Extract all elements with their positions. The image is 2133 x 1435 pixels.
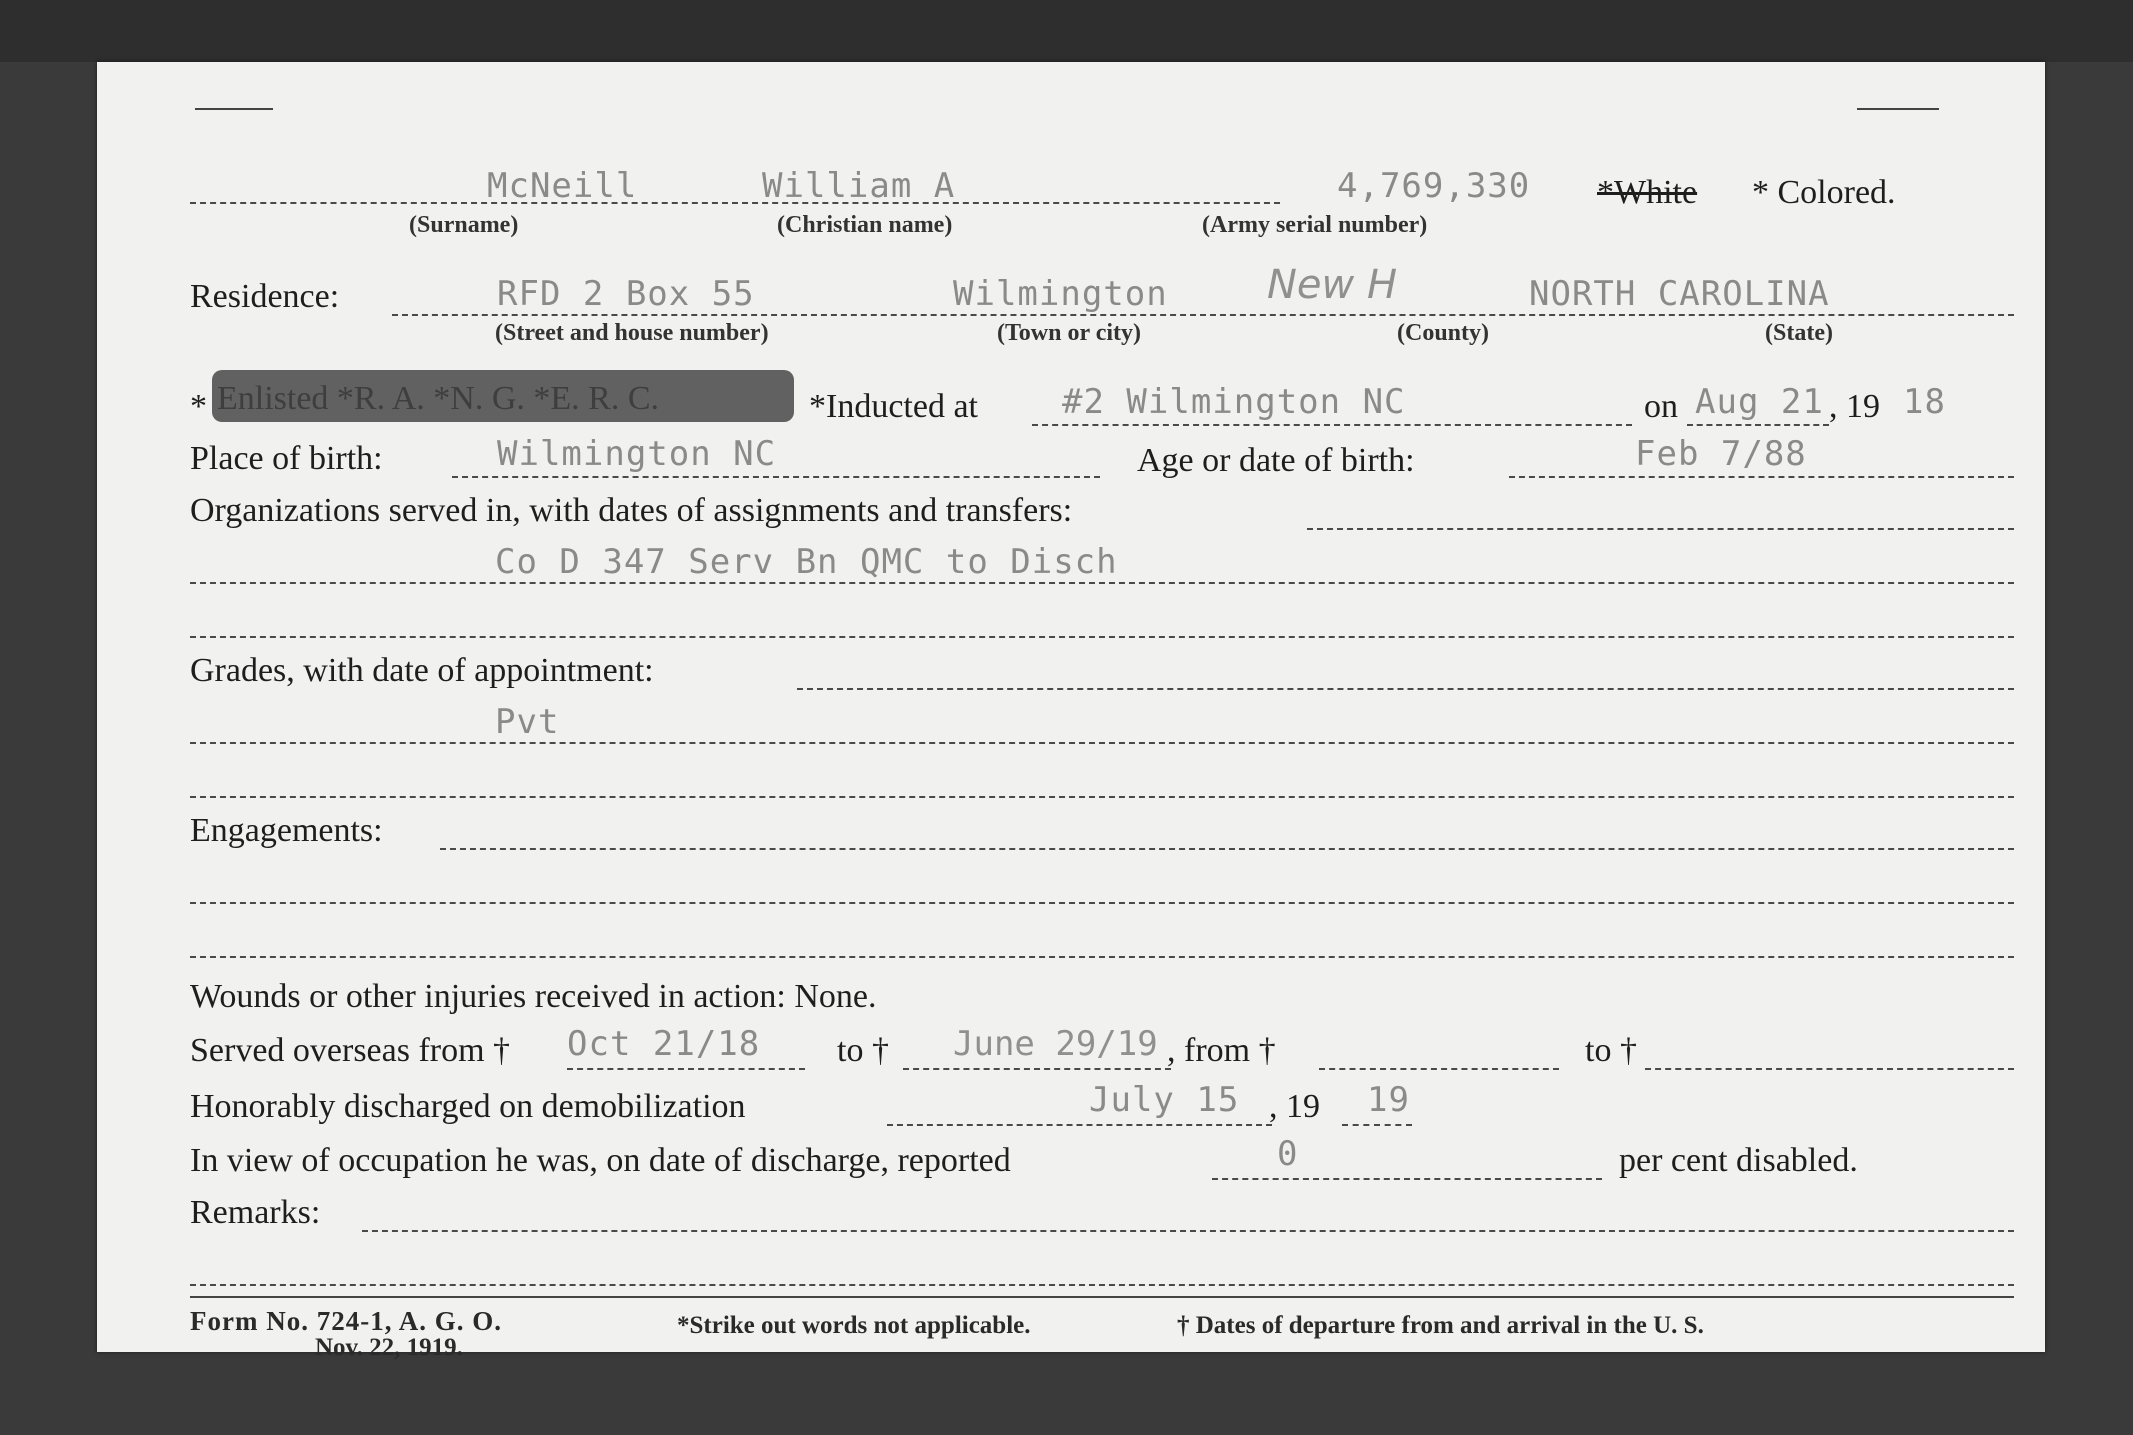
caption-surname: (Surname)	[409, 212, 519, 238]
strike-note: *Strike out words not applicable.	[677, 1312, 1031, 1339]
discharge-year-value: 19	[1367, 1080, 1410, 1120]
remarks-line-1	[362, 1230, 2014, 1232]
overseas-from-value: Oct 21/18	[567, 1024, 761, 1064]
overseas-from-label: Served overseas from †	[190, 1032, 511, 1069]
overseas-to-value: June 29/19	[953, 1024, 1158, 1064]
birth-place-value: Wilmington NC	[497, 434, 777, 474]
overseas-to-label: to †	[837, 1032, 889, 1069]
serial-number-value: 4,769,330	[1337, 166, 1531, 206]
birth-place-line	[452, 476, 1100, 478]
organizations-line-3	[190, 636, 2014, 638]
engagements-label: Engagements:	[190, 812, 383, 849]
discharge-year-prefix: , 19	[1269, 1088, 1320, 1125]
surname-value: McNeill	[487, 166, 638, 206]
scanner-frame	[0, 0, 2133, 62]
grades-label: Grades, with date of appointment:	[190, 652, 654, 689]
induction-year-prefix: , 19	[1829, 388, 1880, 425]
race-white: *White	[1597, 174, 1698, 211]
discharge-date-value: July 15	[1089, 1080, 1240, 1120]
discharge-date-line	[887, 1124, 1272, 1126]
engagements-line-1	[440, 848, 2014, 850]
discharge-year-line	[1342, 1124, 1412, 1126]
disability-label: In view of occupation he was, on date of discharge, reported	[190, 1142, 1011, 1179]
wounds-label: Wounds or other injuries received in action: None.	[190, 978, 877, 1015]
organizations-line-1	[1307, 528, 2014, 530]
caption-state: (State)	[1765, 320, 1833, 346]
caption-town: (Town or city)	[997, 320, 1141, 346]
residence-street-value: RFD 2 Box 55	[497, 274, 755, 314]
form-number: Form No. 724-1, A. G. O.	[190, 1306, 502, 1336]
induction-date-line	[1687, 424, 1829, 426]
corner-mark-left	[195, 108, 273, 110]
engagements-line-2	[190, 902, 2014, 904]
organizations-label: Organizations served in, with dates of assignments and transfers:	[190, 492, 1073, 529]
induction-star: *	[190, 388, 207, 425]
residence-state-value: NORTH CAROLINA	[1529, 274, 1830, 314]
residence-label: Residence:	[190, 278, 340, 315]
grades-value: Pvt	[495, 702, 560, 742]
service-record-card	[97, 62, 2045, 1361]
organizations-line-2	[190, 582, 2014, 584]
disability-value: 0	[1277, 1134, 1299, 1174]
disability-suffix: per cent disabled.	[1619, 1142, 1858, 1179]
caption-county: (County)	[1397, 320, 1490, 346]
overseas-from-label-2: , from †	[1167, 1032, 1276, 1069]
form-date: Nov. 22, 1919.	[315, 1334, 463, 1361]
remarks-line-2	[190, 1284, 2014, 1286]
christian-name-value: William A	[762, 166, 956, 206]
residence-county-value: New H	[1267, 262, 1398, 308]
induction-date-value: Aug 21	[1695, 382, 1824, 422]
birth-date-line	[1509, 476, 2014, 478]
overseas-to-line-1	[903, 1068, 1171, 1070]
grades-line-1	[797, 688, 2014, 690]
caption-street: (Street and house number)	[495, 320, 769, 346]
inducted-at-label: *Inducted at	[809, 388, 978, 425]
induction-place-value: #2 Wilmington NC	[1062, 382, 1406, 422]
struck-enlistment-text: Enlisted *R. A. *N. G. *E. R. C.	[217, 380, 660, 417]
induction-on-label: on	[1644, 388, 1678, 425]
induction-year-value: 18	[1903, 382, 1946, 422]
organizations-value: Co D 347 Serv Bn QMC to Disch	[495, 542, 1118, 582]
corner-mark-right	[1857, 108, 1939, 110]
remarks-label: Remarks:	[190, 1194, 321, 1231]
caption-serial-number: (Army serial number)	[1202, 212, 1428, 238]
discharge-label: Honorably discharged on demobilization	[190, 1088, 746, 1125]
disability-line	[1212, 1178, 1602, 1180]
residence-line	[392, 314, 2014, 316]
engagements-line-3	[190, 956, 2014, 958]
overseas-to-label-2: to †	[1585, 1032, 1637, 1069]
birth-place-label: Place of birth:	[190, 440, 383, 477]
induction-line	[1032, 424, 1632, 426]
caption-christian-name: (Christian name)	[777, 212, 953, 238]
dates-note: † Dates of departure from and arrival in the U. S.	[1177, 1312, 1704, 1339]
name-line	[190, 202, 1280, 204]
residence-town-value: Wilmington	[953, 274, 1168, 314]
birth-date-value: Feb 7/88	[1635, 434, 1807, 474]
overseas-from-line-2	[1319, 1068, 1559, 1070]
birth-date-label: Age or date of birth:	[1137, 442, 1415, 479]
overseas-from-line-1	[567, 1068, 805, 1070]
footer-rule	[190, 1296, 2014, 1298]
grades-line-2	[190, 742, 2014, 744]
grades-line-3	[190, 796, 2014, 798]
race-colored: * Colored.	[1752, 174, 1896, 211]
overseas-to-line-2	[1645, 1068, 2014, 1070]
